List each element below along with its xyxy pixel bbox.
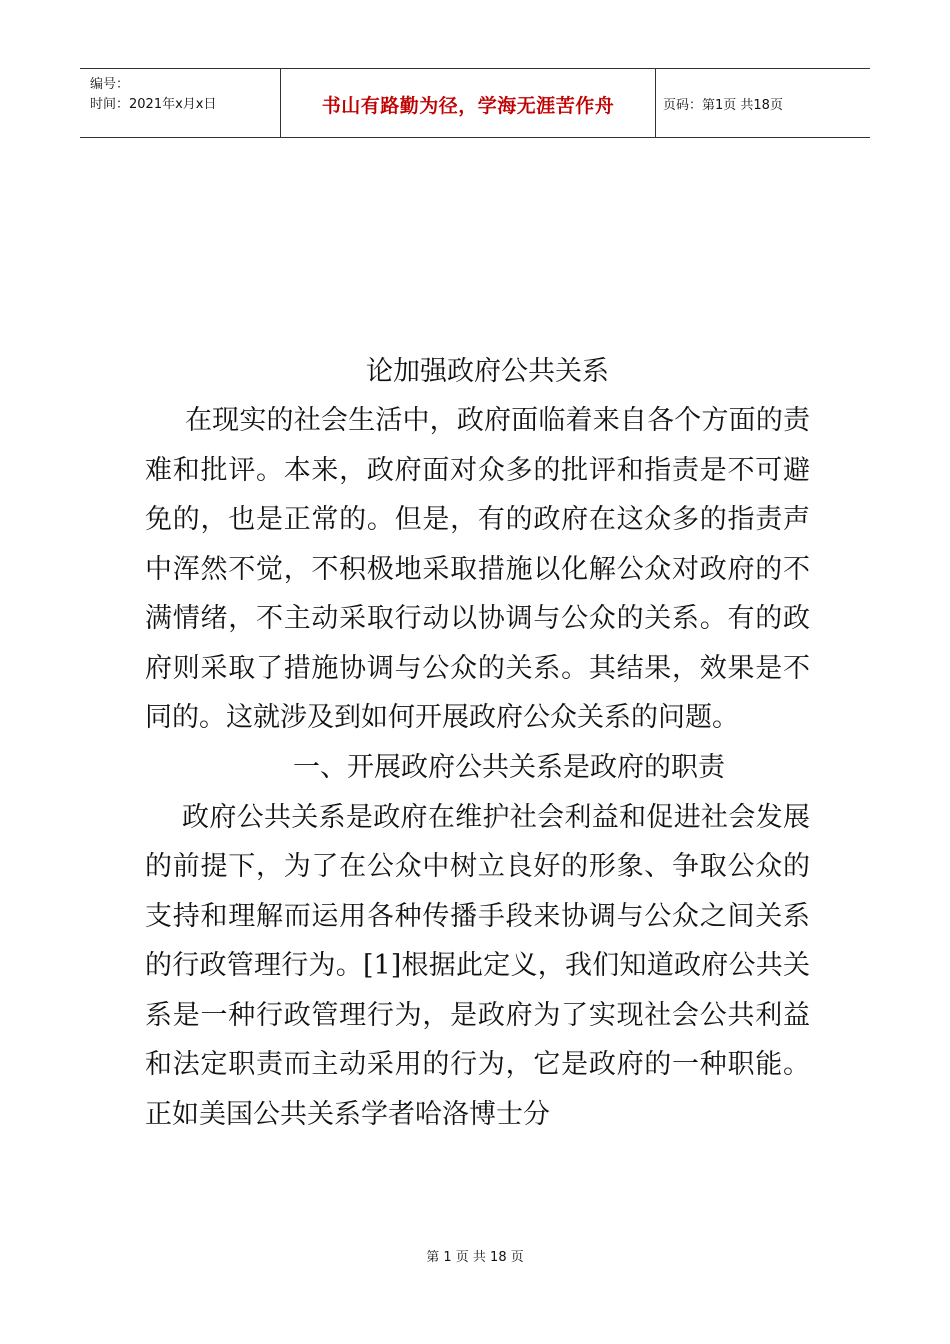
document-title: 论加强政府公共关系 [366, 356, 609, 387]
header-motto-cell [280, 69, 656, 137]
header-page-info: 页码：第1页 共18页 [663, 98, 783, 113]
header-motto: 书山有路勤为径，学海无涯苦作舟 [321, 95, 615, 117]
document-body [145, 350, 810, 1139]
intro-paragraph: 在现实的社会生活中，政府面临着来自各个方面的责难和批评。本来，政府面对众多的批评和指责是不可避免的，也是正常的。但是，有的政府在这众多的指责声中浑然不觉，不积极地采取措施以化解公众对政府的不满情绪，不主动采取行动以协调与公众的关系。有的政府则采取了措施协调与公众的关系。其结果，效果是不同的。这就涉及到如何开展政府公众关系的问题。 [145, 405, 810, 733]
section-paragraph: 政府公共关系是政府在维护社会利益和促进社会发展的前提下，为了在公众中树立良好的形象、争取公众的支持和理解而运用各种传播手段来协调与公众之间关系的行政管理行为。[1]根据此定义，我们知道政府公共关系是一种行政管理行为，是政府为了实现社会公共利益和法定职责而主动采用的行为，它是政府的一种职能。正如美国公共关系学者哈洛博士分 [145, 801, 810, 1130]
header-meta-cell [80, 69, 280, 137]
document-date-label: 时间：2021年x月x日 [90, 97, 217, 112]
document-number-label: 编号： [90, 77, 130, 92]
document-header [80, 68, 870, 138]
page-footer: 第 1 页 共 18 页 [426, 1250, 524, 1265]
section-heading: 一、开展政府公共关系是政府的职责 [293, 751, 725, 783]
header-page-cell [655, 69, 870, 137]
